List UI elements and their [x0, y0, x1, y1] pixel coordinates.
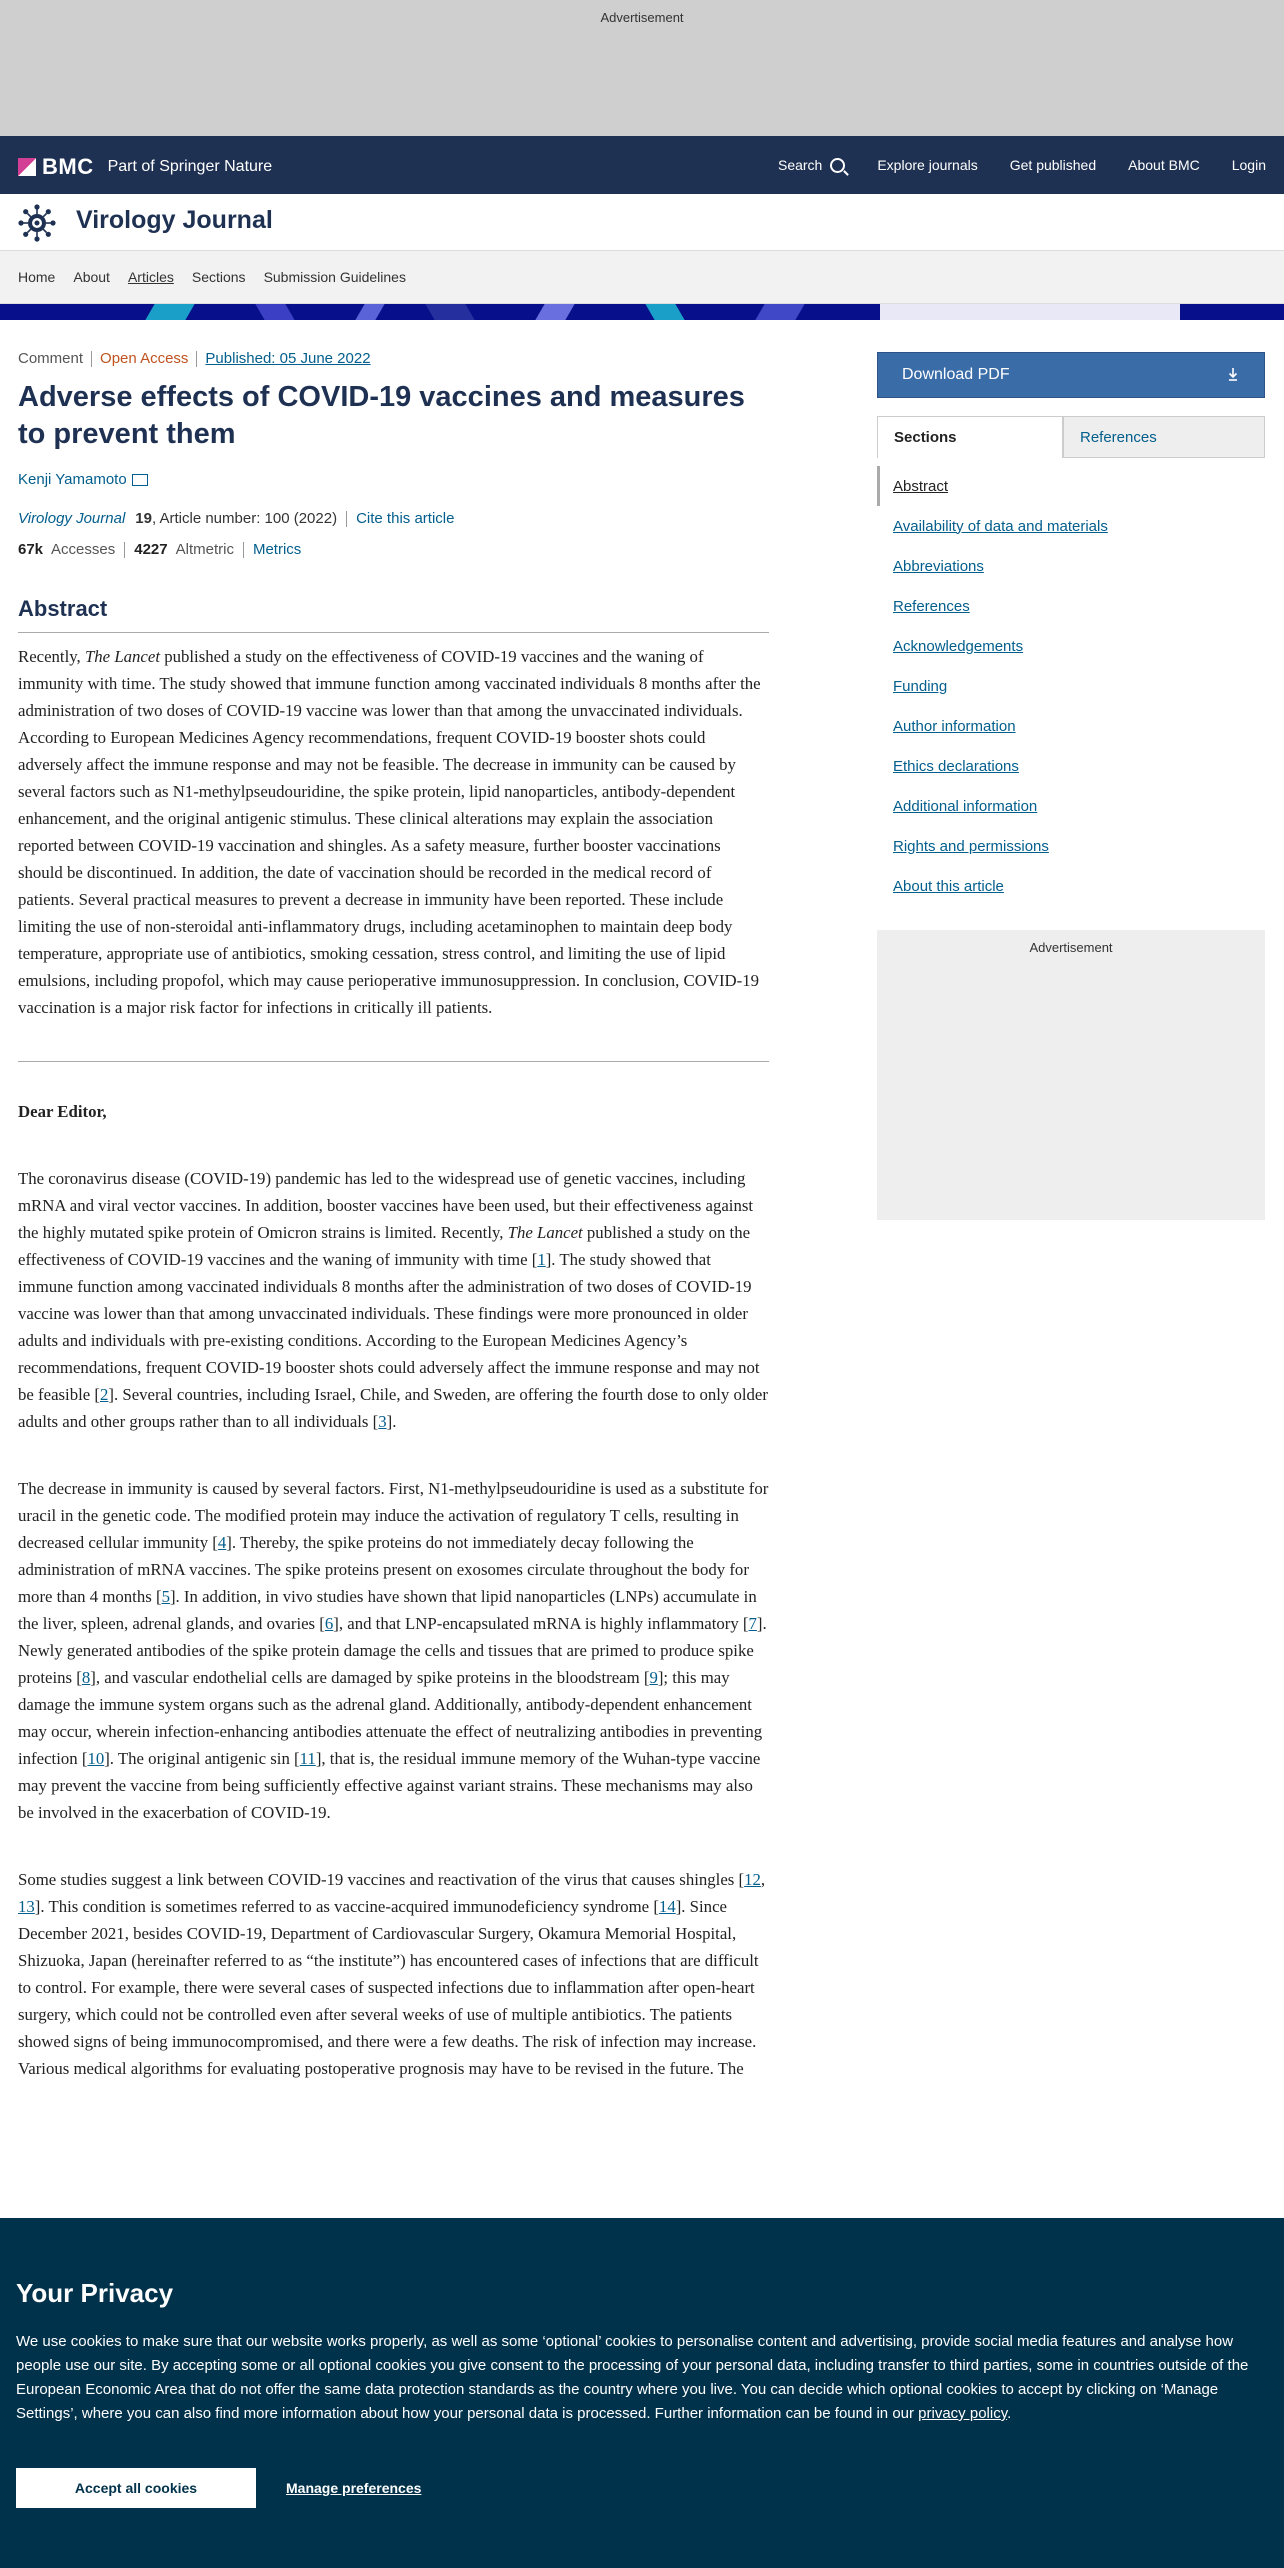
advertisement-label: Advertisement: [1029, 940, 1113, 955]
reference-link[interactable]: 6: [324, 1614, 334, 1633]
reference-link[interactable]: 7: [748, 1614, 757, 1633]
body-paragraph-2: The decrease in immunity is caused by several factors. First, N1-methylpseudouridine is used as a substitute for uracil in the genetic code. The modified protein may induce the activation of regulatory T cells, resulting in decreased cellular immunity [4]. Thereby, the spike proteins do not immediately decay following the administration of mRNA vaccines. The spike proteins present on exosomes circulate throughout the body for more than 4 months [5]. In addition, in vivo studies have shown that lipid nanoparticles (LNPs) accumulate in the liver, spleen, adrenal glands, and ovaries [6], and that LNP-encapsulated mRNA is highly inflammatory [7]. Newly generated antibodies of the spike protein damage the cells and tissues that are primed to produce spike proteins [8], and vascular endothelial cells are damaged by spike proteins in the bloodstream [9]; this may damage the immune system organs such as the adrenal gland. Additionally, antibody-dependent enhancement may occur, wherein infection-enhancing antibodies attenuate the effect of neutralizing antibodies in preventing infection [10]. The original antigenic sin [11], that is, the residual immune memory of the Wuhan-type vaccine may prevent the vaccine from being sufficiently effective against variant strains. These mechanisms may also be involved in the exacerbation of COVID-19.: [18, 1479, 769, 1822]
divider: [196, 351, 197, 367]
reference-link[interactable]: 4: [217, 1533, 227, 1552]
reference-link[interactable]: 9: [649, 1668, 658, 1687]
author-link[interactable]: Kenji Yamamoto: [18, 471, 127, 488]
cite-this-article-link[interactable]: Cite this article: [356, 510, 455, 527]
nav-about[interactable]: About: [73, 269, 110, 285]
reference-link[interactable]: 3: [378, 1412, 387, 1431]
search-label: Search: [777, 157, 823, 173]
toc-ethics-declarations[interactable]: Ethics declarations: [893, 757, 1019, 775]
accesses-label: Accesses: [51, 541, 116, 558]
bmc-header: [0, 136, 1284, 194]
cookie-banner: [0, 2218, 1284, 2568]
author-line: [18, 471, 769, 488]
journal-header: [0, 194, 1284, 251]
reference-link[interactable]: 8: [81, 1668, 91, 1687]
article-main: [18, 350, 769, 2082]
download-pdf-button[interactable]: [877, 352, 1265, 398]
cookie-text: We use cookies to make sure that our website works properly, as well as some ‘optional’ cookies to personalise content and advertising, provide social media features and analyse how people use our site. By accepting some or all optional cookies you give consent to the processing of your personal data, including transfer to third parties, some in countries outside of the European Economic Area that do not offer the same data protection standards as the country where you live. You can decide which optional cookies to accept by clicking on ‘Manage Settings’, where you can also find more information about how your personal data is processed. Further information can be found in our privacy policy.: [16, 2333, 1249, 2422]
reference-link[interactable]: 10: [87, 1749, 105, 1768]
search-button[interactable]: [778, 157, 845, 173]
nav-home[interactable]: Home: [18, 269, 56, 285]
toc-additional-information[interactable]: Additional information: [893, 797, 1038, 815]
download-pdf-label: Download PDF: [902, 366, 1010, 383]
reference-link[interactable]: 2: [100, 1385, 109, 1404]
section-divider: [18, 1061, 769, 1062]
sections-toc: [877, 466, 1265, 906]
divider: [91, 351, 92, 367]
reference-link[interactable]: 12: [744, 1870, 761, 1889]
search-icon: [830, 158, 845, 173]
download-icon: [1228, 367, 1238, 381]
reference-link[interactable]: 1: [537, 1250, 546, 1269]
top-advertisement: [0, 0, 1284, 136]
journal-title[interactable]: Virology Journal: [76, 206, 273, 234]
sidebar-tabs: [877, 416, 1265, 458]
reference-link[interactable]: 13: [18, 1897, 35, 1916]
mail-icon[interactable]: [132, 474, 148, 486]
article-title: Adverse effects of COVID-19 vaccines and measures to prevent them: [18, 381, 745, 450]
login-link[interactable]: Login: [1231, 157, 1266, 173]
toc-references[interactable]: References: [893, 597, 970, 615]
toc-abbreviations[interactable]: Abbreviations: [893, 557, 984, 575]
manage-preferences-button[interactable]: Manage preferences: [286, 2480, 422, 2496]
abstract-text: Recently, The Lancet published a study on the effectiveness of COVID-19 vaccines and the waning of immunity with time. The study showed that immune function among vaccinated individuals 8 months after the administration of two doses of COVID-19 vaccine was lower than that among the unvaccinated individuals. According to European Medicines Agency recommendations, frequent COVID-19 booster shots could adversely affect the immune response and may not be feasible. The decrease in immunity can be caused by several factors such as N1-methylpseudouridine, the spike protein, lipid nanoparticles, antibody-dependent enhancement, and the original antigenic stimulus. These clinical alterations may explain the association reported between COVID-19 vaccination and shingles. As a safety measure, further booster vaccinations should be discontinued. In addition, the date of vaccination should be recorded in the medical record of patients. Several practical measures to prevent a decrease in immunity have been reported. These include limiting the use of non-steroidal anti-inflammatory drugs, including acetaminophen to maintain deep body temperature, appropriate use of antibiotics, smoking cessation, stress control, and limiting the use of lipid emulsions, including propofol, which may cause perioperative immunosuppression. In conclusion, COVID-19 vaccination is a major risk factor for infections in critically ill patients.: [18, 647, 761, 1017]
about-bmc-link[interactable]: About BMC: [1128, 157, 1200, 173]
citation-line: [18, 510, 769, 527]
reference-link[interactable]: 11: [299, 1749, 316, 1768]
advertisement-label: Advertisement: [600, 10, 684, 25]
toc-rights-and-permissions[interactable]: Rights and permissions: [893, 837, 1049, 855]
journal-banner-stripe: [0, 304, 1284, 320]
accept-all-cookies-button[interactable]: Accept all cookies: [16, 2468, 256, 2508]
virus-logo-icon: [18, 204, 56, 242]
abstract-heading: Abstract: [18, 596, 769, 633]
bmc-logo[interactable]: [18, 154, 272, 180]
article-meta: [18, 350, 769, 367]
toc-availability[interactable]: Availability of data and materials: [893, 517, 1108, 535]
nav-articles[interactable]: Articles: [127, 269, 174, 285]
accesses-count: 67k: [18, 541, 44, 558]
altmetric-label: Altmetric: [175, 541, 234, 558]
reference-link[interactable]: 5: [161, 1587, 170, 1606]
bmc-brand: BMC: [42, 154, 94, 179]
toc-about-this-article[interactable]: About this article: [893, 877, 1004, 895]
journal-nav: [0, 251, 1284, 304]
journal-link[interactable]: Virology Journal: [18, 510, 126, 527]
tab-references[interactable]: References: [1063, 416, 1265, 458]
cookie-title: Your Privacy: [16, 2278, 174, 2308]
divider: [346, 511, 347, 527]
body-paragraph-1: The coronavirus disease (COVID-19) pandemic has led to the widespread use of genetic vaccines, including mRNA and viral vector vaccines. In addition, booster vaccines have been used, but their effectiveness against the highly mutated spike protein of Omicron strains is limited. Recently, The Lancet published a study on the effectiveness of COVID-19 vaccines and the waning of immunity with time [1]. The study showed that immune function among vaccinated individuals 8 months after the administration of two doses of COVID-19 vaccine was lower than that among unvaccinated individuals. These findings were more pronounced in older adults and individuals with pre-existing conditions. According to the European Medicines Agency’s recommendations, frequent COVID-19 booster shots could adversely affect the immune response and may not be feasible [2]. Several countries, including Israel, Chile, and Sweden, are offering the fourth dose to only older adults and other groups rather than to all individuals [3].: [18, 1169, 768, 1431]
toc-funding[interactable]: Funding: [893, 677, 948, 695]
toc-author-information[interactable]: Author information: [893, 717, 1016, 735]
bmc-logo-icon: [18, 158, 36, 176]
salutation: Dear Editor,: [18, 1102, 107, 1121]
divider: [243, 542, 244, 558]
nav-sections[interactable]: Sections: [191, 269, 246, 285]
published-date[interactable]: Published: 05 June 2022: [205, 350, 371, 367]
sidebar-advertisement: [877, 930, 1265, 1220]
volume: 19: [135, 510, 152, 527]
divider: [124, 542, 125, 558]
article-number: , Article number: 100 (2022): [151, 510, 338, 527]
toc-abstract[interactable]: Abstract: [877, 466, 1265, 506]
reference-link[interactable]: 14: [658, 1897, 676, 1916]
toc-acknowledgements[interactable]: Acknowledgements: [893, 637, 1024, 655]
bmc-nav: [778, 136, 1266, 194]
springer-tagline: Part of Springer Nature: [107, 158, 273, 175]
open-access-badge: Open Access: [100, 350, 189, 367]
tab-sections[interactable]: Sections: [877, 416, 1063, 458]
explore-journals-link[interactable]: Explore journals: [877, 157, 978, 173]
body-paragraph-3: Some studies suggest a link between COVID-19 vaccines and reactivation of the virus that causes shingles [12, 13]. This condition is sometimes referred to as vaccine-acquired immunodeficiency syndrome [14]. Since December 2021, besides COVID-19, Department of Cardiovascular Surgery, Okamura Memorial Hospital, Shizuoka, Japan (hereinafter referred to as “the institute”) has encountered cases of infections that are difficult to control. For example, there were several cases of suspected infections due to inflammation after open-heart surgery, which could not be controlled even after several weeks of use of multiple antibiotics. The patients showed signs of being immunocompromised, and there were a few deaths. The risk of infection may increase. Various medical algorithms for evaluating postoperative prognosis may have to be revised in the future. The: [18, 1870, 766, 2078]
metrics-link[interactable]: Metrics: [252, 541, 302, 558]
get-published-link[interactable]: Get published: [1009, 157, 1097, 173]
nav-submission-guidelines[interactable]: Submission Guidelines: [263, 269, 406, 285]
altmetric-count: 4227: [134, 541, 168, 558]
article-stats: [18, 541, 769, 558]
article-type: Comment: [18, 350, 84, 367]
privacy-policy-link[interactable]: privacy policy: [918, 2405, 1008, 2422]
